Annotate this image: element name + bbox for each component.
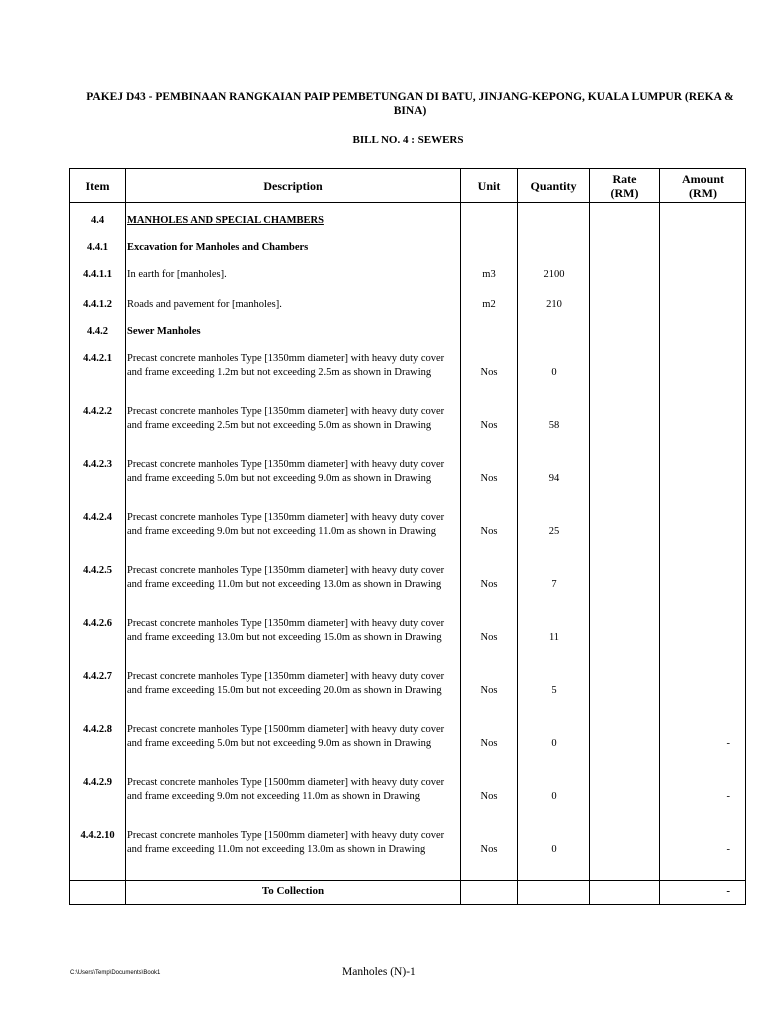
item-number: 4.4.2.6 [83,618,112,629]
item-unit: m3 [482,269,496,280]
item-unit: Nos [480,525,498,537]
item-number: 4.4.1 [87,242,108,253]
item-description: MANHOLES AND SPECIAL CHAMBERS [127,215,324,226]
item-description: Roads and pavement for [manholes]. [127,299,282,310]
header-amount: Amount (RM) [681,172,724,200]
item-number: 4.4.2.7 [83,671,112,682]
item-description: Sewer Manholes [127,326,201,337]
header-item: Item [85,179,110,193]
collection-divider [70,880,745,881]
item-description: Precast concrete manholes Type [1350mm diameter] with heavy duty cover and frame exceeding 9.0m but not exceeding 11.0m as shown in Drawing [127,512,445,537]
item-description: Precast concrete manholes Type [1500mm diameter] with heavy duty cover and frame exceeding 11.0m not exceeding 13.0m as shown in Drawing [127,830,445,855]
item-quantity: 210 [546,299,562,310]
item-quantity: 0 [551,737,557,749]
file-path-footer: C:\Users\Temp\Documents\Book1 [70,970,161,976]
item-description: Precast concrete manholes Type [1350mm diameter] with heavy duty cover and frame exceeding 15.0m but not exceeding 20.0m as shown in Drawing [127,671,445,696]
item-number: 4.4.2.8 [83,724,112,735]
item-number: 4.4.2.1 [83,353,112,364]
item-number: 4.4.2.3 [83,459,112,470]
item-description: Precast concrete manholes Type [1500mm diameter] with heavy duty cover and frame exceeding 9.0m not exceeding 11.0m as shown in Drawing [127,777,445,802]
item-unit: Nos [480,578,498,590]
to-collection-label: To Collection [261,885,325,897]
page-number-footer: Manholes (N)-1 [342,966,416,978]
bill-of-quantities-table [69,168,746,905]
item-unit: Nos [480,790,498,802]
item-number: 4.4 [90,215,105,226]
document-title: PAKEJ D43 - PEMBINAAN RANGKAIAN PAIP PEMBETUNGAN DI BATU, JINJANG-KEPONG, KUALA LUMPUR (REKA & BINA) [86,91,734,117]
header-description: Description [263,179,323,193]
item-unit: Nos [480,684,498,696]
item-number: 4.4.2.4 [83,512,112,523]
item-quantity: 0 [551,790,557,802]
item-number: 4.4.2.2 [83,406,112,417]
item-quantity: 11 [548,631,560,643]
item-amount: - [726,843,730,855]
item-description: Precast concrete manholes Type [1350mm diameter] with heavy duty cover and frame exceeding 2.5m but not exceeding 5.0m as shown in Drawing [127,406,445,431]
bill-subtitle: BILL NO. 4 : SEWERS [352,134,464,146]
item-description: Precast concrete manholes Type [1500mm diameter] with heavy duty cover and frame exceeding 5.0m but not exceeding 9.0m as shown in Drawing [127,724,445,749]
item-description: Excavation for Manholes and Chambers [127,242,309,253]
item-quantity: 94 [548,472,560,484]
to-collection-amount: - [726,885,730,897]
item-unit: Nos [480,843,498,855]
item-number: 4.4.2.9 [83,777,112,788]
item-unit: Nos [480,737,498,749]
column-divider [125,169,126,904]
item-number: 4.4.2.10 [80,830,115,841]
item-quantity: 25 [548,525,560,537]
item-description: Precast concrete manholes Type [1350mm diameter] with heavy duty cover and frame exceeding 13.0m but not exceeding 15.0m as shown in Drawing [127,618,445,643]
item-quantity: 0 [551,366,557,378]
item-description: Precast concrete manholes Type [1350mm diameter] with heavy duty cover and frame exceeding 1.2m but not exceeding 2.5m as shown in Drawing [127,353,445,378]
header-quantity: Quantity [530,179,577,193]
item-number: 4.4.2 [87,326,108,337]
item-unit: Nos [480,631,498,643]
item-quantity: 0 [551,843,557,855]
header-rate: Rate (RM) [610,172,639,200]
item-amount: - [726,790,730,802]
item-description: In earth for [manholes]. [127,269,227,280]
item-quantity: 2100 [543,269,565,280]
item-unit: Nos [480,419,498,431]
item-unit: Nos [480,366,498,378]
item-unit: m2 [482,299,496,310]
header-unit: Unit [477,179,501,193]
item-quantity: 5 [551,684,557,696]
item-description: Precast concrete manholes Type [1350mm diameter] with heavy duty cover and frame exceeding 11.0m but not exceeding 13.0m as shown in Drawing [127,565,445,590]
item-description: Precast concrete manholes Type [1350mm diameter] with heavy duty cover and frame exceeding 5.0m but not exceeding 9.0m as shown in Drawing [127,459,445,484]
item-quantity: 7 [551,578,557,590]
item-number: 4.4.2.5 [83,565,112,576]
item-number: 4.4.1.1 [83,269,112,280]
item-quantity: 58 [548,419,560,431]
item-amount: - [726,737,730,749]
item-number: 4.4.1.2 [83,299,112,310]
item-unit: Nos [480,472,498,484]
